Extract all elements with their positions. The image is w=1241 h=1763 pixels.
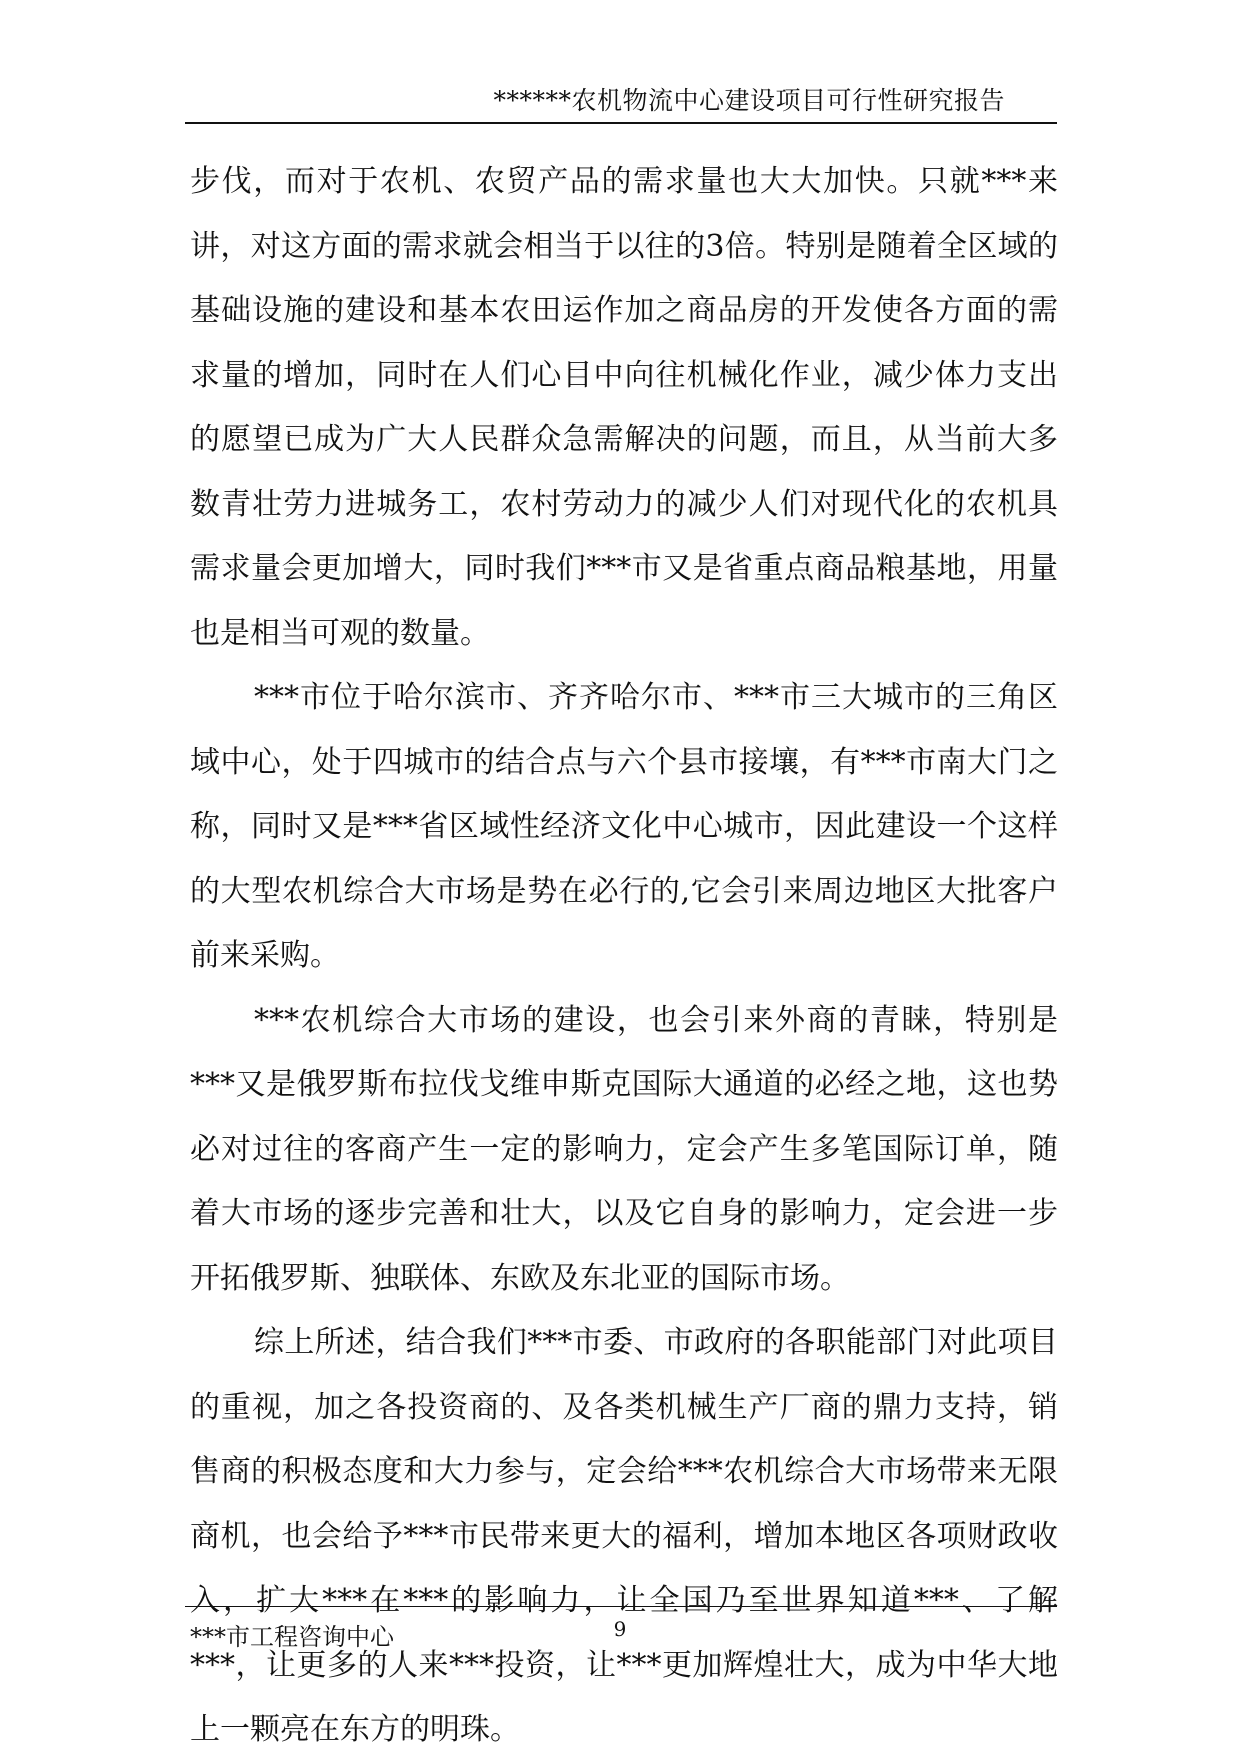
paragraph-demand: 步伐，而对于农机、农贸产品的需求量也大大加快。只就***来讲，对这方面的需求就会相当于以往的3倍。特别是随着全区域的基础设施的建设和基本农田运作加之商品房的开发使各方面的需求量的增加，同时在人们心目中向往机械化作业，减少体力支出的愿望已成为广大人民群众急需解决的问题，而且，从当前大多数青壮劳力进城务工，农村劳动力的减少人们对现代化的农机具需求量会更加增大，同时我们***市又是省重点商品粮基地，用量也是相当可观的数量。 bbox=[190, 164, 1058, 651]
paragraph-location: ***市位于哈尔滨市、齐齐哈尔市、***市三大城市的三角区域中心，处于四城市的结合点与六个县市接壤，有***市南大门之称，同时又是***省区域性经济文化中心城市，因此建设一个这样的大型农机综合大市场是势在必行的,它会引来周边地区大批客户前来采购。 bbox=[190, 680, 1058, 973]
paragraph-conclusion: 综上所述，结合我们***市委、市政府的各职能部门对此项目的重视，加之各投资商的、及各类机械生产厂商的鼎力支持，销售商的积极态度和大力参与，定会给***农机综合大市场带来无限商机，也会给予***市民带来更大的福利，增加本地区各项财政收入，扩大***在***的影响力，让全国乃至世界知道***、了解***，让更多的人来***投资，让***更加辉煌壮大，成为中华大地上一颗亮在东方的明珠。 bbox=[190, 1325, 1058, 1747]
footer-divider bbox=[185, 1606, 1057, 1607]
page-number: 9 bbox=[613, 1617, 627, 1641]
running-header-title: ******农机物流中心建设项目可行性研究报告 bbox=[493, 86, 1005, 115]
paragraph-foreign-trade: ***农机综合大市场的建设，也会引来外商的青睐，特别是***又是俄罗斯布拉伐戈维申斯克国际大通道的必经之地，这也势必对过往的客商产生一定的影响力，定会产生多笔国际订单，随着大市场的逐步完善和壮大，以及它自身的影响力，定会进一步开拓俄罗斯、独联体、东欧及东北亚的国际市场。 bbox=[190, 1002, 1058, 1296]
body-text bbox=[190, 150, 1058, 1763]
footer-organization: ***市工程咨询中心 bbox=[190, 1623, 394, 1651]
header-divider bbox=[185, 122, 1057, 124]
